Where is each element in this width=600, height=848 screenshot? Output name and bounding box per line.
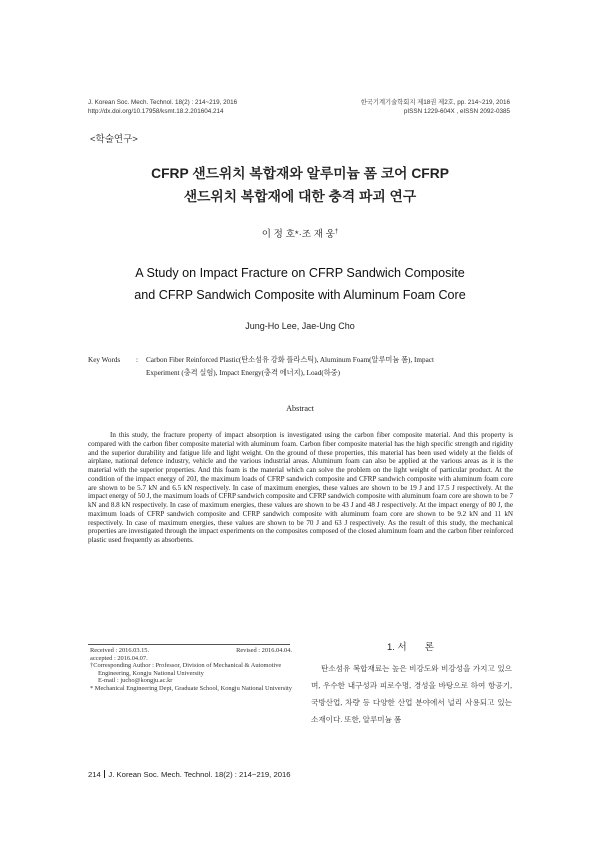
korean-authors [0,226,600,240]
english-title-line2: and CFRP Sandwich Composite with Aluminum Foam Core [134,287,466,302]
korean-title [0,162,600,208]
revised-date: Revised : 2016.04.04. [236,647,292,654]
accepted-date: accepted : 2016.04.07. [90,654,148,662]
introduction-body: 탄소섬유 복합재료는 높은 비강도와 비강성을 가지고 있으며, 우수한 내구성과 피로수명, 경성을 바탕으로 하여 항공기, 국방산업, 차량 등 다양한 산업 분야에서 널리 사용되고 있는 소재이다. 또한, 알루미늄 폼 [311,664,512,724]
abstract-heading: Abstract [286,404,314,413]
issn-info: pISSN 1229-604X , eISSN 2092-0385 [403,107,510,115]
korean-title-line2: 샌드위치 복합재에 대한 충격 파괴 연구 [183,189,417,204]
footnotes [90,647,292,693]
footer-citation: J. Korean Soc. Mech. Technol. 18(2) : 214~219, 2016 [108,770,291,779]
journal-citation: J. Korean Soc. Mech. Technol. 18(2) : 214~219, 2016 [88,99,238,106]
running-header-left [88,99,237,116]
footnote-divider [88,644,290,645]
keywords-label: Key Words [88,356,121,364]
korean-author-names: 이 정 호*·조 재 웅 [261,229,335,240]
section-tag: <학술연구> [90,134,138,145]
page-footer [88,770,291,779]
keywords-block [88,354,513,379]
footnote-dates [90,647,292,655]
corresponding-author-note: †Corresponding Author : Professor, Division of Mechanical & Automotive Engineering, Kongju National University [90,662,282,677]
journal-korean-citation: 한국기계기술학회지 제18권 제2호, pp. 214~219, 2016 [360,99,510,106]
english-authors: Jung-Ho Lee, Jae-Ung Cho [245,321,355,331]
keywords-line2: Experiment (충격 실험), Impact Energy(충격 에너지), Load(하중) [146,368,340,377]
doi-link[interactable]: http://dx.doi.org/10.17958/ksmt.18.2.201604.214 [88,107,224,115]
running-header-right [361,99,510,116]
introduction-heading [387,639,434,653]
footer-separator-bar [104,770,106,778]
affiliation-note: * Mechanical Engineering Dept, Graduate School, Kongju National University [90,684,292,692]
keywords-separator: : [136,356,138,364]
english-title [0,263,600,306]
abstract-body: In this study, the fracture property of impact absorption is investigated using the carbon fiber composite material. And this property is compared with the carbon fiber composite material with aluminum foam. Carbon fiber composite material has the high specific strength and rigidity and the superior durability and fatigue life and light weight. On the ground of these properties, this material has been used widely at the fields of airplane, national defence industry, vehicle and the various industrial areas. Aluminum foam can also be applied at the various areas as it is the material with the superior properties. And this foam is the material which can solve the problem on the light weight of particular product. At the condition of the impact energy of 20J, the maximum loads of CFRP sandwich composite and CFRP sandwich composite with aluminum foam core are shown to be 5.7 kN and 6.5 kN respectively. In case of maximum energies, these values are shown to be 19 J and 17.5 J respectively. At the impact energy of 50 J, the maximum loads of CFRP sandwich composite and CFRP sandwich composite with aluminum foam core are shown to be 7 kN and 8.8 kN respectively. In case of maximum energies, these values are shown to be 43 J and 48 J respectively. At the impact energy of 80 J, the maximum loads of CFRP sandwich composite and CFRP sandwich composite with aluminum foam core are shown to be 9.2 kN and 11 kN respectively. In case of maximum energies, these values are shown to be 70 J and 63 J respectively. As the result of this study, the mechanical properties are investigated through the impact experiments on the composites composed of the closed aluminum foam and the carbon fiber reinforced plastic used frequently as absorbents. [88,431,513,544]
korean-title-line1: CFRP 샌드위치 복합재와 알루미늄 폼 코어 CFRP [151,166,449,181]
keywords-line1: Carbon Fiber Reinforced Plastic(탄소섬유 강화 플라스틱), Aluminum Foam(알루미늄 폼), Impact [146,356,434,364]
introduction-heading-word: 론 [424,642,434,653]
page-number: 214 [88,770,101,779]
english-title-line1: A Study on Impact Fracture on CFRP Sandwich Composite [135,266,465,280]
corresponding-author-mark: † [334,228,339,235]
introduction-heading-number: 1. 서 [387,642,407,653]
author-email[interactable]: E-mail : jucho@kongju.ac.kr [98,677,173,685]
received-date: Received : 2016.03.15. [90,647,150,654]
